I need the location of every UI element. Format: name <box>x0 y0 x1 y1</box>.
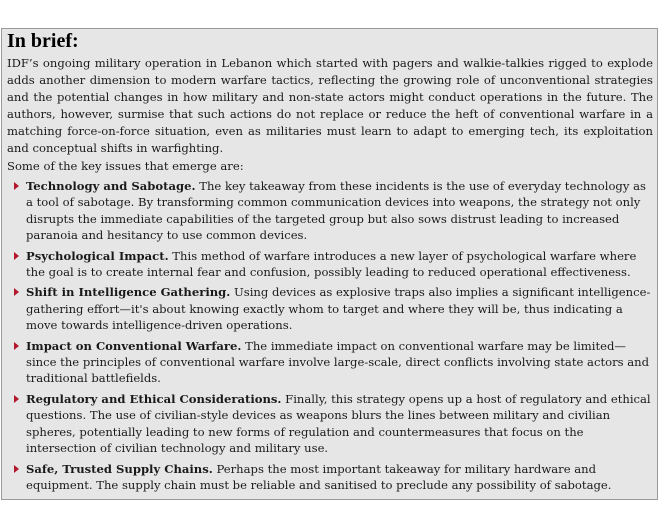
issue-text: Finally, this strategy opens up a host of regulatory and ethical questions. The use of civilian-style devices as weapons blurs the lines between military and civilian spheres, potentially leading to new forms of regulation and countermeasures that focus on the intersection of civilian technology and military use. <box>26 391 651 456</box>
bullet-triangle-icon <box>14 252 19 260</box>
issues-lead-in: Some of the key issues that emerge are: <box>7 159 244 173</box>
list-item <box>13 338 653 387</box>
bullet-triangle-icon <box>14 342 19 350</box>
issue-text: Perhaps the most important takeaway for military hardware and equipment. The supply chain must be reliable and sanitised to preclude any possibility of sabotage. <box>26 461 612 492</box>
issue-text: This method of warfare introduces a new layer of psychological warfare where the goal is to create internal fear and confusion, possibly leading to reduced operational effectiveness. <box>26 248 637 280</box>
list-item <box>13 284 653 333</box>
issue-heading: Safe, Trusted Supply Chains. <box>26 461 213 476</box>
box-title: In brief: <box>7 30 79 52</box>
issue-heading: Regulatory and Ethical Considerations. <box>26 391 282 406</box>
issue-text: The immediate impact on conventional warfare may be limited—since the principles of conventional warfare involve large-scale, direct conflicts involving state actors and traditional battlefields. <box>26 338 650 386</box>
issue-text: Using devices as explosive traps also implies a significant intelligence-gathering effort—it's about knowing exactly whom to target and where they will be, thus indicating a move towards intelligence-driven operations. <box>26 285 651 333</box>
bullet-triangle-icon <box>14 182 19 190</box>
list-item <box>13 391 653 457</box>
issue-text: The key takeaway from these incidents is the use of everyday technology as a tool of sabotage. By transforming common communication devices into weapons, the strategy not only disrupts the immediate capabilities of the targeted group but also sows distrust leading to increased paranoia and hesitancy to use common devices. <box>26 179 646 243</box>
issue-heading: Shift in Intelligence Gathering. <box>26 285 231 300</box>
bullet-triangle-icon <box>14 288 19 296</box>
intro-paragraph: IDF’s ongoing military operation in Lebanon which started with pagers and walkie-talkies rigged to explode adds another dimension to modern warfare tactics, reflecting the growing role of unconventional strategies and the potential changes in how military and non-state actors might conduct operations in the future. The authors, however, surmise that such actions do not replace or reduce the heft of conventional warfare in a matching force-on-force situation, even as militaries must learn to adapt to emerging tech, its exploitation and conceptual shifts in warfighting. <box>7 56 653 155</box>
in-brief-box <box>1 28 658 500</box>
issue-heading: Impact on Conventional Warfare. <box>26 338 242 353</box>
bullet-triangle-icon <box>14 395 19 403</box>
list-item <box>13 461 653 494</box>
list-item <box>13 178 653 244</box>
issue-heading: Technology and Sabotage. <box>26 179 196 193</box>
bullet-triangle-icon <box>14 465 19 473</box>
issues-list <box>7 178 653 493</box>
issue-heading: Psychological Impact. <box>26 248 169 263</box>
list-item <box>13 248 653 281</box>
